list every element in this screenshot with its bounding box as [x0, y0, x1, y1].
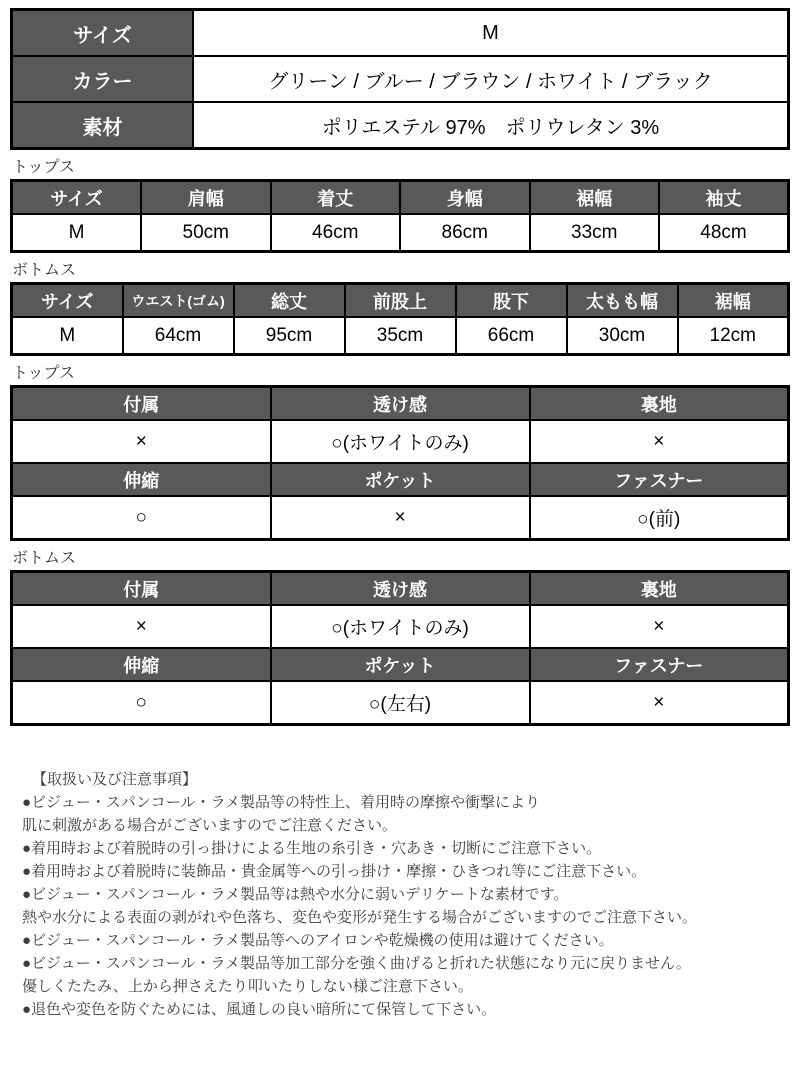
section-label-tops-features: トップス	[12, 365, 75, 382]
feature-header: 透け感	[271, 387, 530, 421]
measurement-cell: 30cm	[567, 317, 678, 355]
spec-value-color: グリーン / ブルー / ブラウン / ホワイト / ブラック	[193, 56, 789, 102]
feature-header: 裏地	[530, 387, 789, 421]
feature-header: 透け感	[271, 572, 530, 606]
table-row	[12, 420, 789, 463]
table-row	[12, 463, 789, 496]
feature-value: ×	[530, 420, 789, 463]
feature-value: ×	[530, 681, 789, 725]
feature-header: ポケット	[271, 648, 530, 681]
column-header: 肩幅	[141, 181, 271, 215]
section-label-bottoms-features: ボトムス	[12, 550, 77, 567]
spec-label-material: 素材	[12, 102, 194, 149]
column-header: 裾幅	[530, 181, 660, 215]
table-row	[12, 317, 789, 355]
measurement-cell: 33cm	[530, 214, 660, 252]
table-row	[12, 572, 789, 606]
feature-header: ファスナー	[530, 463, 789, 496]
feature-value: ○(ホワイトのみ)	[271, 420, 530, 463]
product-spec-table	[10, 8, 790, 150]
handling-notes	[10, 768, 790, 1021]
feature-header: 付属	[12, 387, 271, 421]
bottoms-size-table	[10, 282, 790, 356]
handling-note-line: 優しくたたみ、上から押さえたり叩いたりしない様ご注意下さい。	[22, 978, 473, 995]
table-row	[12, 387, 789, 421]
feature-value: ×	[271, 496, 530, 540]
spec-label-color: カラー	[12, 56, 194, 102]
column-header: サイズ	[12, 284, 123, 318]
spec-value-size: M	[193, 10, 789, 57]
table-row	[12, 181, 789, 215]
feature-header: 伸縮	[12, 648, 271, 681]
table-row	[12, 10, 789, 57]
section-label-bottoms-size: ボトムス	[12, 262, 77, 279]
handling-note-line: ●ビジュー・スパンコール・ラメ製品等の特性上、着用時の摩擦や衝撃により	[22, 794, 541, 811]
table-row	[12, 605, 789, 648]
feature-value: ○(ホワイトのみ)	[271, 605, 530, 648]
measurement-cell: 95cm	[234, 317, 345, 355]
feature-value: ×	[12, 605, 271, 648]
measurement-cell: M	[12, 214, 142, 252]
measurement-cell: 64cm	[123, 317, 234, 355]
measurement-cell: 35cm	[345, 317, 456, 355]
feature-header: 伸縮	[12, 463, 271, 496]
measurement-cell: 48cm	[659, 214, 789, 252]
feature-header: ポケット	[271, 463, 530, 496]
feature-header: 付属	[12, 572, 271, 606]
feature-value: ○(左右)	[271, 681, 530, 725]
handling-note-line: 熱や水分による表面の剥がれや色落ち、変色や変形が発生する場合がございますのでご注意下さい。	[22, 909, 698, 926]
feature-value: ○	[12, 496, 271, 540]
measurement-cell: 66cm	[456, 317, 567, 355]
column-header: 袖丈	[659, 181, 789, 215]
table-row	[12, 56, 789, 102]
handling-note-line: ●ビジュー・スパンコール・ラメ製品等加工部分を強く曲げると折れた状態になり元に戻りません。	[22, 955, 691, 972]
table-row	[12, 681, 789, 725]
measurement-cell: 46cm	[271, 214, 401, 252]
column-header: 前股上	[345, 284, 456, 318]
feature-value: ×	[530, 605, 789, 648]
table-row	[12, 648, 789, 681]
measurement-cell: 12cm	[678, 317, 789, 355]
handling-note-line: ●退色や変色を防ぐためには、風通しの良い暗所にて保管して下さい。	[22, 1001, 497, 1018]
section-label-tops-size: トップス	[12, 159, 75, 176]
handling-note-line: ●ビジュー・スパンコール・ラメ製品等は熱や水分に弱いデリケートな素材です。	[22, 886, 569, 903]
column-header: 太もも幅	[567, 284, 678, 318]
handling-note-line: ●ビジュー・スパンコール・ラメ製品等へのアイロンや乾燥機の使用は避けてください。	[22, 932, 614, 949]
spec-value-material: ポリエステル 97% ポリウレタン 3%	[193, 102, 789, 149]
table-row	[12, 496, 789, 540]
column-header: 裾幅	[678, 284, 789, 318]
handling-note-line: ●着用時および着脱時に装飾品・貴金属等への引っ掛け・摩擦・ひきつれ等にご注意下さい。	[22, 863, 647, 880]
feature-header: 裏地	[530, 572, 789, 606]
feature-value: ○	[12, 681, 271, 725]
handling-note-line: ●着用時および着脱時の引っ掛けによる生地の糸引き・穴あき・切断にご注意下さい。	[22, 840, 602, 857]
feature-value: ×	[12, 420, 271, 463]
feature-value: ○(前)	[530, 496, 789, 540]
feature-header: ファスナー	[530, 648, 789, 681]
handling-note-line: 肌に刺激がある場合がございますのでご注意ください。	[22, 817, 398, 834]
column-header: ウエスト(ゴム)	[123, 284, 234, 318]
table-row	[12, 102, 789, 149]
column-header: 着丈	[271, 181, 401, 215]
column-header: 股下	[456, 284, 567, 318]
bottoms-features-table	[10, 570, 790, 726]
table-row	[12, 284, 789, 318]
table-row	[12, 214, 789, 252]
handling-notes-title: 【取扱い及び注意事項】	[32, 771, 198, 788]
column-header: 総丈	[234, 284, 345, 318]
measurement-cell: 50cm	[141, 214, 271, 252]
column-header: サイズ	[12, 181, 142, 215]
tops-features-table	[10, 385, 790, 541]
tops-size-table	[10, 179, 790, 253]
measurement-cell: 86cm	[400, 214, 530, 252]
column-header: 身幅	[400, 181, 530, 215]
spec-label-size: サイズ	[12, 10, 194, 57]
measurement-cell: M	[12, 317, 123, 355]
